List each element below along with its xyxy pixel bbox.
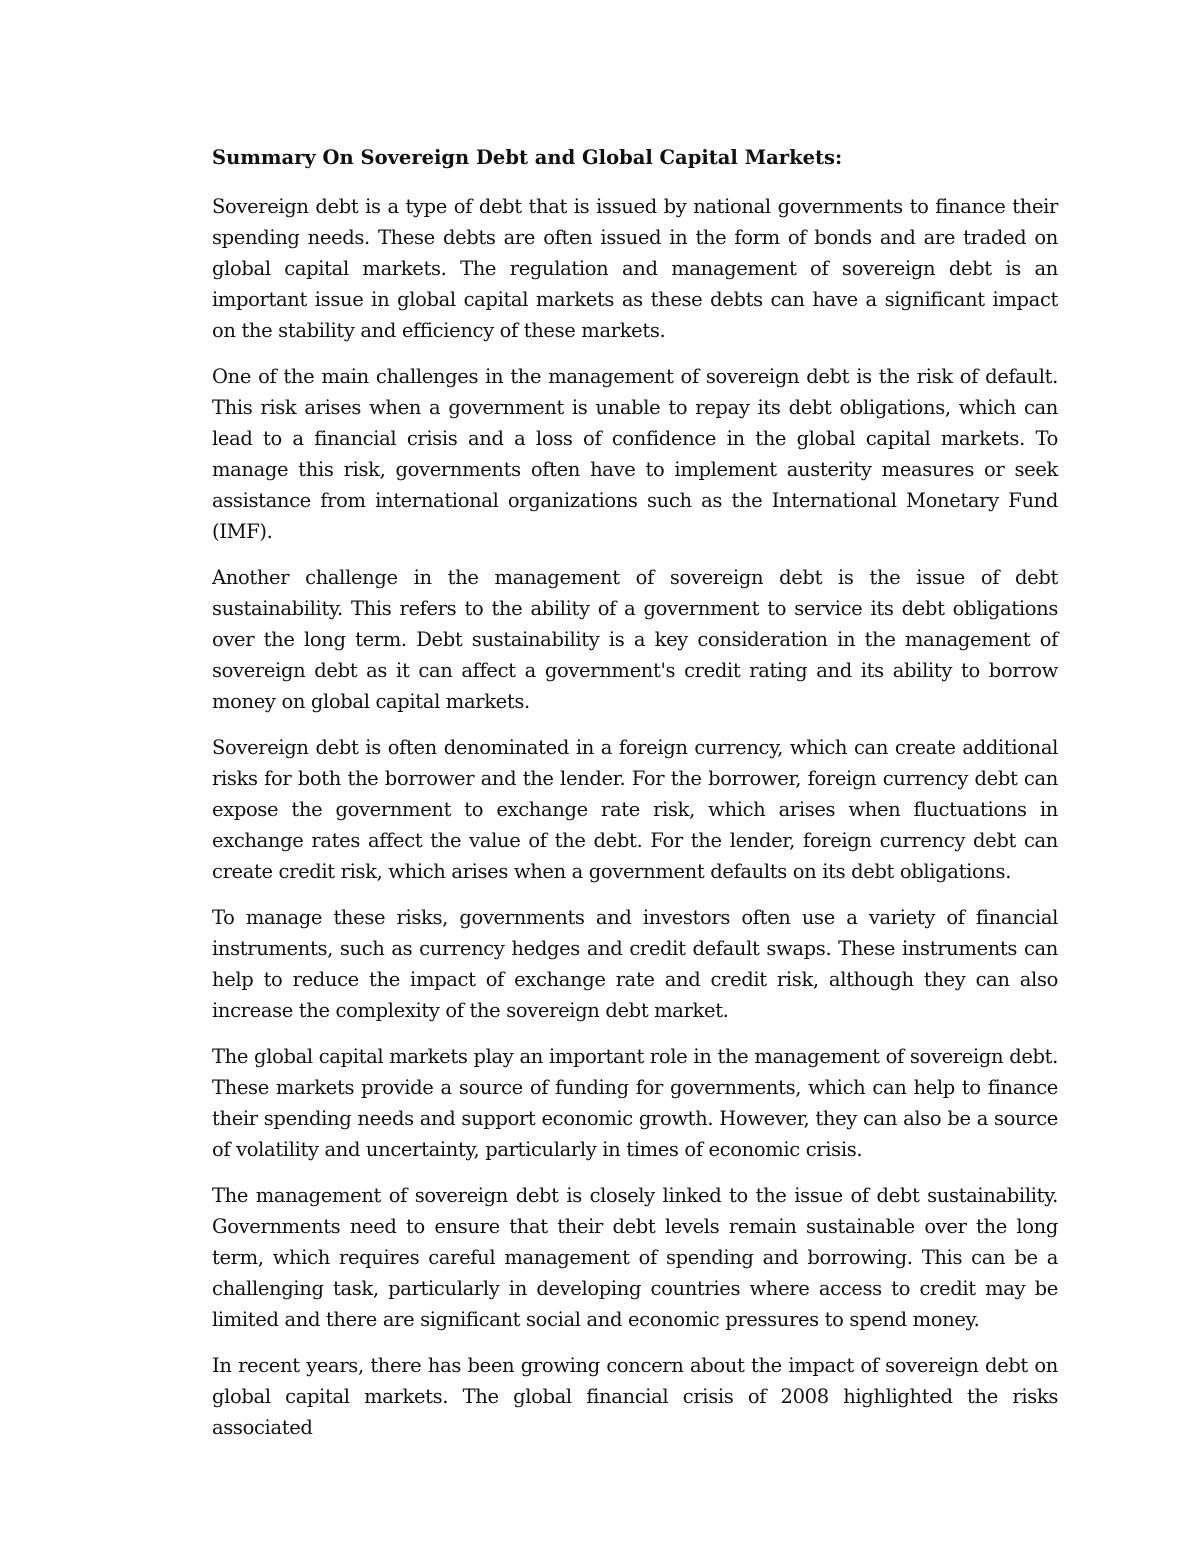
paragraph-6: The global capital markets play an important role in the management of sovereign debt. These markets provide a source of funding for governments, which can help to finance their spending needs and support economic growth. However, they can also be a source of volatility and uncertainty, particularly in times of economic crisis. (212, 1045, 1058, 1161)
paragraph-5: To manage these risks, governments and investors often use a variety of financial instruments, such as currency hedges and credit default swaps. These instruments can help to reduce the impact of exchange rate and credit risk, although they can also increase the complexity of the sovereign debt market. (212, 906, 1058, 1022)
paragraph-8: In recent years, there has been growing concern about the impact of sovereign debt on global capital markets. The global financial crisis of 2008 highlighted the risks associated (212, 1354, 1058, 1439)
paragraph-4: Sovereign debt is often denominated in a foreign currency, which can create additional risks for both the borrower and the lender. For the borrower, foreign currency debt can expose the government to exchange rate risk, which arises when fluctuations in exchange rates affect the value of the debt. For the lender, foreign currency debt can create credit risk, which arises when a government defaults on its debt obligations. (212, 736, 1058, 883)
paragraph-3: Another challenge in the management of sovereign debt is the issue of debt sustainability. This refers to the ability of a government to service its debt obligations over the long term. Debt sustainability is a key consideration in the management of sovereign debt as it can affect a government's credit rating and its ability to borrow money on global capital markets. (212, 566, 1058, 713)
paragraph-1: Sovereign debt is a type of debt that is issued by national governments to finance their spending needs. These debts are often issued in the form of bonds and are traded on global capital markets. The regulation and management of sovereign debt is an important issue in global capital markets as these debts can have a significant impact on the stability and efficiency of these markets. (212, 195, 1058, 342)
document-title: Summary On Sovereign Debt and Global Capital Markets: (212, 146, 843, 169)
document-body (212, 142, 1058, 1458)
paragraph-2: One of the main challenges in the management of sovereign debt is the risk of default. This risk arises when a government is unable to repay its debt obligations, which can lead to a financial crisis and a loss of confidence in the global capital markets. To manage this risk, governments often have to implement austerity measures or seek assistance from international organizations such as the International Monetary Fund (IMF). (212, 365, 1058, 543)
paragraph-7: The management of sovereign debt is closely linked to the issue of debt sustainability. Governments need to ensure that their debt levels remain sustainable over the long term, which requires careful management of spending and borrowing. This can be a challenging task, particularly in developing countries where access to credit may be limited and there are significant social and economic pressures to spend money. (212, 1184, 1058, 1331)
